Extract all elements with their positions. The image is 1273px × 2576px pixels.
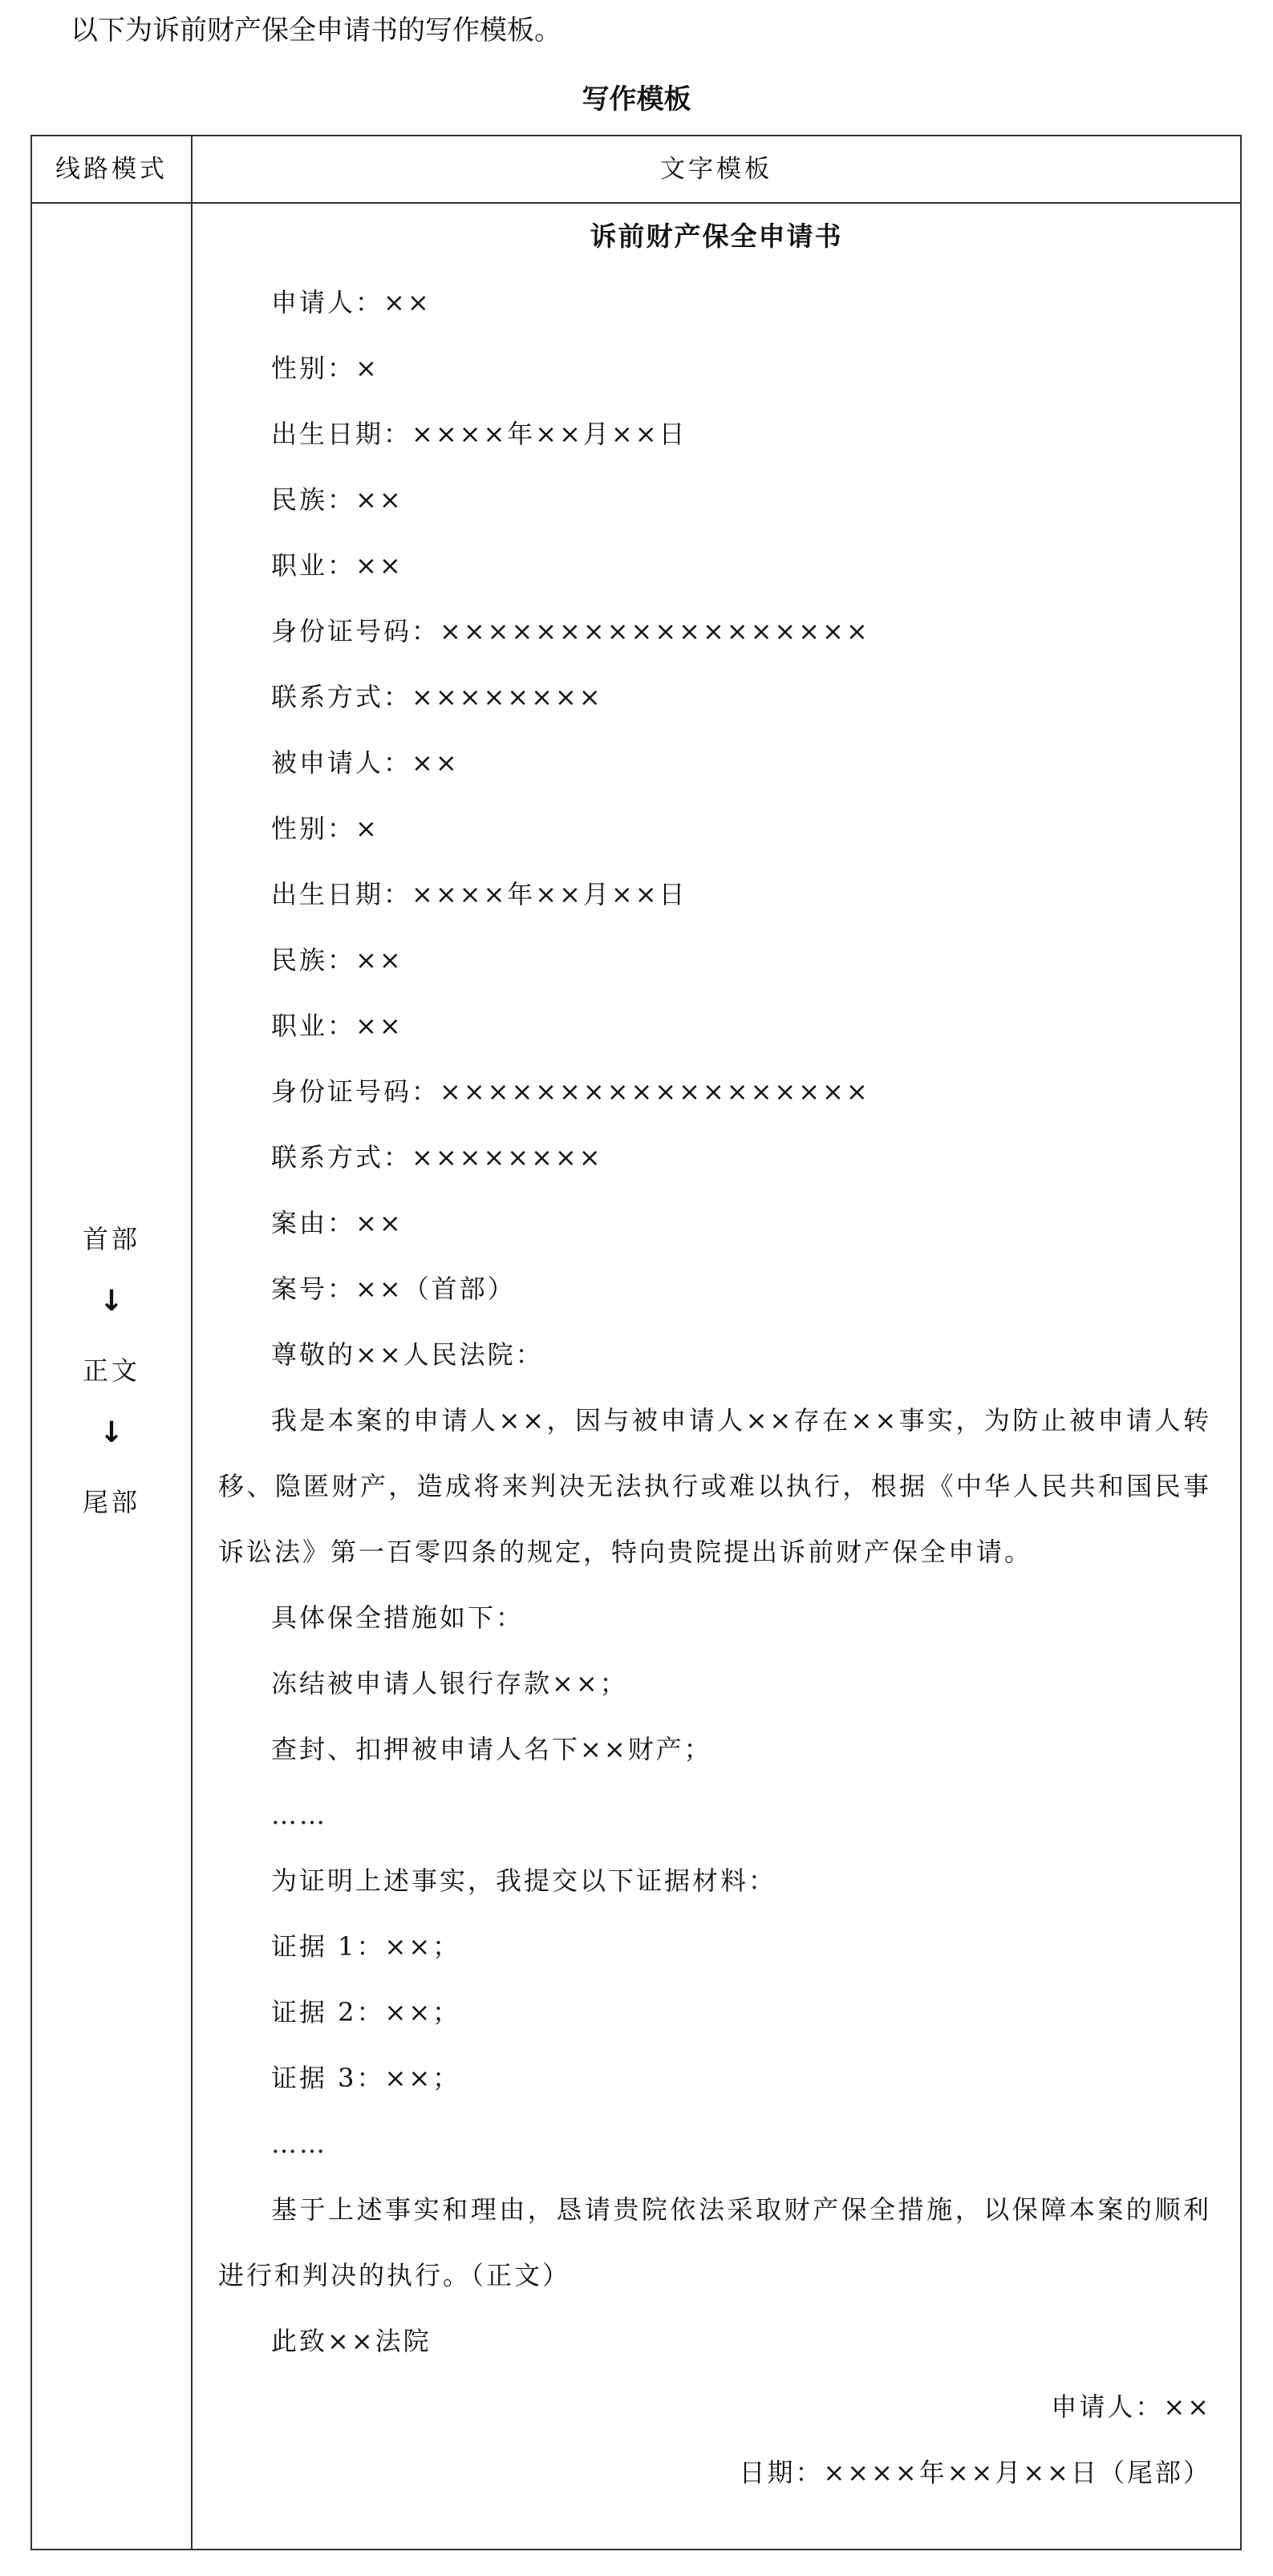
mode-tail: 尾部 [82, 1487, 140, 1517]
respondent-gender: 性别：× [271, 813, 379, 844]
evidence-intro: 为证明上述事实，我提交以下证据材料： [271, 1865, 777, 1896]
evidence-item: 证据 1：××； [271, 1931, 461, 1962]
evidence-item: …… [271, 2128, 327, 2159]
applicant-name: 申请人：×× [271, 287, 432, 318]
applicant-id-number: 身份证号码：×××××××××××××××××× [271, 616, 870, 646]
signature: 申请人：×× [1051, 2392, 1211, 2422]
measures-intro: 具体保全措施如下： [271, 1602, 525, 1633]
down-arrow-icon: ↓ [99, 1285, 124, 1318]
measure-item: 冻结被申请人银行存款××； [271, 1668, 628, 1699]
measure-item: …… [271, 1800, 327, 1830]
closing-paragraph: 基于上述事实和理由，恳请贵院依法采取财产保全措施，以保障本案的顺利进行和判决的执行。（正文） [218, 2194, 1211, 2290]
table-title: 写作模板 [582, 83, 691, 115]
mode-head: 首部 [82, 1224, 140, 1254]
template-content [193, 204, 1240, 2549]
mode-body: 正文 [82, 1355, 140, 1386]
down-arrow-icon: ↓ [99, 1416, 124, 1449]
template-table [30, 135, 1242, 2550]
case-number: 案号：××（首部） [271, 1274, 516, 1304]
measure-item: 查封、扣押被申请人名下××财产； [271, 1734, 712, 1764]
main-paragraph: 我是本案的申请人××，因与被申请人××存在××事实，为防止被申请人转移、隐匿财产，造成将来判决无法执行或难以执行，根据《中华人民共和国民事诉讼法》第一百零四条的规定，特向贵院提出诉前财产保全申请。 [218, 1405, 1211, 1567]
case-cause: 案由：×× [271, 1208, 403, 1238]
respondent-birth: 出生日期：××××年××月××日 [271, 879, 687, 909]
document-title: 诉前财产保全申请书 [590, 221, 843, 252]
date-line: 日期：××××年××月××日（尾部） [739, 2457, 1211, 2488]
to-court: 此致××法院 [271, 2326, 432, 2356]
applicant-contact: 联系方式：×××××××× [271, 682, 603, 712]
respondent-ethnicity: 民族：×× [271, 945, 403, 975]
applicant-birth: 出生日期：××××年××月××日 [271, 419, 687, 449]
applicant-occupation: 职业：×× [271, 550, 403, 581]
applicant-ethnicity: 民族：×× [271, 484, 403, 515]
respondent-name: 被申请人：×× [271, 747, 460, 778]
evidence-item: 证据 2：××； [271, 1997, 461, 2027]
applicant-gender: 性别：× [271, 353, 379, 383]
respondent-occupation: 职业：×× [271, 1011, 403, 1041]
salutation: 尊敬的××人民法院： [271, 1339, 544, 1370]
intro-text: 以下为诉前财产保全申请书的写作模板。 [71, 14, 561, 47]
evidence-item: 证据 3：××； [271, 2063, 461, 2093]
header-text-template: 文字模板 [660, 155, 772, 184]
header-route-mode: 线路模式 [55, 155, 168, 184]
respondent-id-number: 身份证号码：×××××××××××××××××× [271, 1076, 870, 1107]
respondent-contact: 联系方式：×××××××× [271, 1142, 603, 1173]
